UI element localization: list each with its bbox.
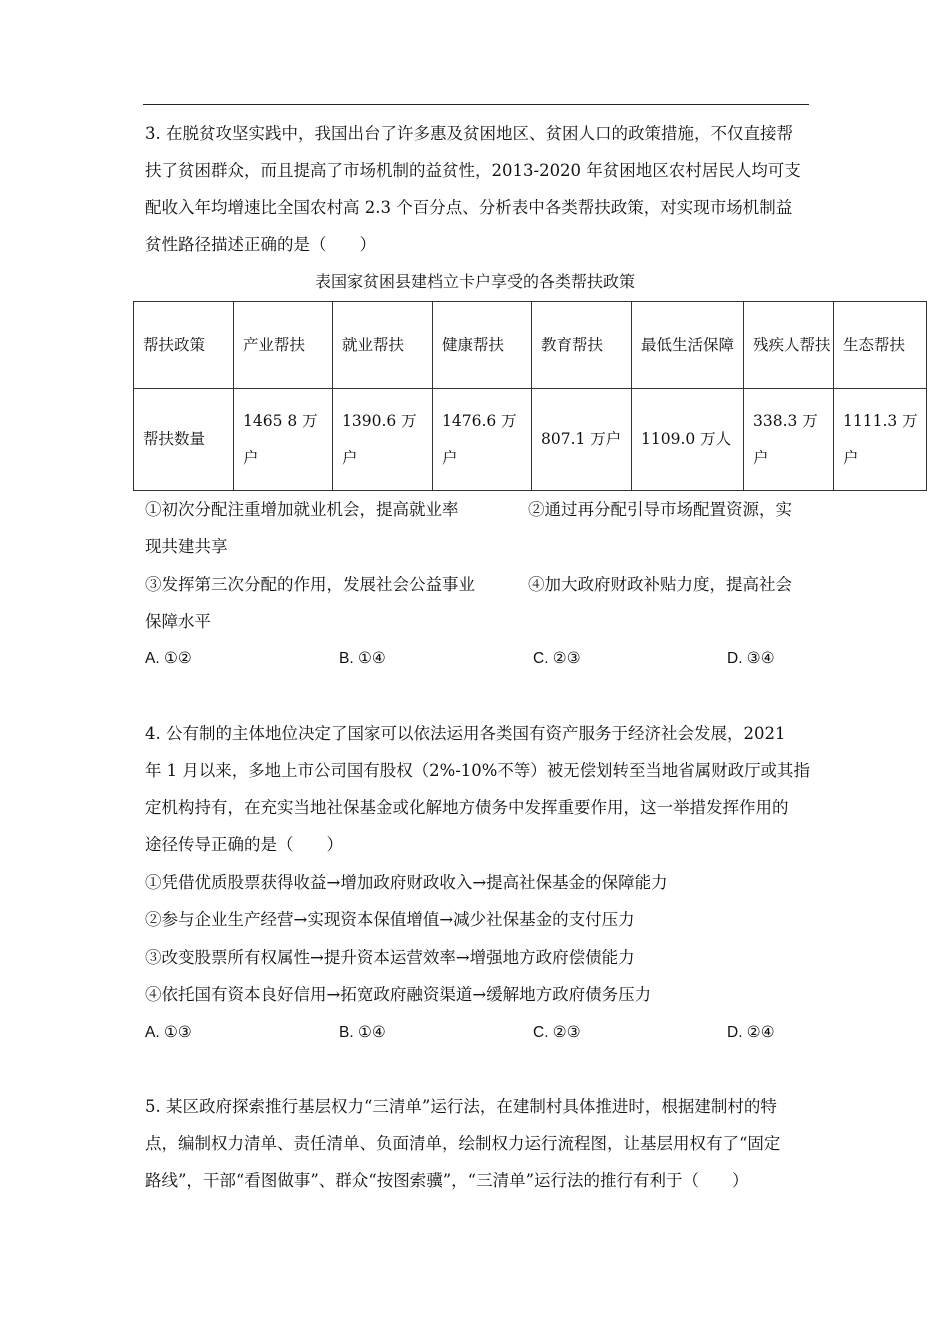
table-cell: 就业帮扶 xyxy=(333,302,433,389)
q3-stem-line-2: 扶了贫困群众，而且提高了市场机制的益贫性，2013-2020 年贫困地区农村居民人均可支 xyxy=(145,161,801,180)
q3-stem-line-3: 配收入年均增速比全国农村高 2.3 个百分点、分析表中各类帮扶政策，对实现市场机制益 xyxy=(145,198,793,217)
q4-stem-line-2: 年 1 月以来，多地上市公司国有股权（2%-10%不等）被无偿划转至当地省属财政厅或其指 xyxy=(145,761,810,780)
q3-statement-2: ②通过再分配引导市场配置资源，实 xyxy=(528,500,792,519)
table-cell: 338.3 万户 xyxy=(744,389,834,491)
q5-stem-line-3: 路线”，干部“看图做事”、群众“按图索骥”，“三清单”运行法的推行有利于（ ） xyxy=(145,1171,749,1190)
q4-statement-4: ④依托国有资本良好信用→拓宽政府融资渠道→缓解地方政府债务压力 xyxy=(145,985,652,1004)
table-cell: 生态帮扶 xyxy=(834,302,927,389)
table-cell: 教育帮扶 xyxy=(532,302,632,389)
q5-stem-line-1: 5. 某区政府探索推行基层权力“三清单”运行法，在建制村具体推进时，根据建制村的特 xyxy=(145,1097,777,1116)
q3-option-c[interactable]: C. ②③ xyxy=(533,650,581,667)
q4-stem-line-1: 4. 公有制的主体地位决定了国家可以依法运用各类国有资产服务于经济社会发展，2021 xyxy=(145,724,786,743)
q4-option-c[interactable]: C. ②③ xyxy=(533,1024,581,1041)
table-cell: 1111.3 万户 xyxy=(834,389,927,491)
q3-statement-2-cont: 现共建共享 xyxy=(145,537,228,556)
table-cell: 1465 8 万户 xyxy=(234,389,333,491)
table-cell: 1109.0 万人 xyxy=(632,389,744,491)
q3-statement-4: ④加大政府财政补贴力度，提高社会 xyxy=(528,575,792,594)
q3-statement-1: ①初次分配注重增加就业机会，提高就业率 xyxy=(145,500,459,519)
table-cell: 残疾人帮扶 xyxy=(744,302,834,389)
q4-stem-line-3: 定机构持有，在充实当地社保基金或化解地方债务中发挥重要作用，这一举措发挥作用的 xyxy=(145,798,789,817)
q3-option-b[interactable]: B. ①④ xyxy=(339,650,386,667)
q3-statement-4-cont: 保障水平 xyxy=(145,612,211,631)
q4-option-b[interactable]: B. ①④ xyxy=(339,1024,386,1041)
table-cell: 807.1 万户 xyxy=(532,389,632,491)
q5-stem-line-2: 点，编制权力清单、责任清单、负面清单，绘制权力运行流程图，让基层用权有了“固定 xyxy=(145,1134,781,1153)
table-header-row xyxy=(134,302,927,389)
table-row xyxy=(134,389,927,491)
q4-statement-1: ①凭借优质股票获得收益→增加政府财政收入→提高社保基金的保障能力 xyxy=(145,873,668,892)
q3-stem-line-4: 贫性路径描述正确的是（ ） xyxy=(145,235,376,254)
q4-statement-2: ②参与企业生产经营→实现资本保值增值→减少社保基金的支付压力 xyxy=(145,910,635,929)
table-title: 表国家贫困县建档立卡户享受的各类帮扶政策 xyxy=(314,272,635,291)
table-cell: 健康帮扶 xyxy=(433,302,532,389)
table-cell: 帮扶政策 xyxy=(134,302,234,389)
table-cell: 产业帮扶 xyxy=(234,302,333,389)
q4-stem-line-4: 途径传导正确的是（ ） xyxy=(145,835,343,854)
q3-option-a[interactable]: A. ①② xyxy=(145,650,192,667)
q3-option-d[interactable]: D. ③④ xyxy=(727,650,775,667)
table-cell: 最低生活保障 xyxy=(632,302,744,389)
table-cell: 1476.6 万户 xyxy=(433,389,532,491)
q4-option-a[interactable]: A. ①③ xyxy=(145,1024,192,1041)
q3-statement-3: ③发挥第三次分配的作用，发展社会公益事业 xyxy=(145,575,475,594)
header-rule xyxy=(143,104,809,105)
table-cell: 1390.6 万户 xyxy=(333,389,433,491)
q4-option-d[interactable]: D. ②④ xyxy=(727,1024,775,1041)
table-cell: 帮扶数量 xyxy=(134,389,234,491)
q3-stem-line-1: 3. 在脱贫攻坚实践中，我国出台了许多惠及贫困地区、贫困人口的政策措施，不仅直接帮 xyxy=(145,124,793,143)
policy-table xyxy=(133,301,927,491)
q4-statement-3: ③改变股票所有权属性→提升资本运营效率→增强地方政府偿债能力 xyxy=(145,948,635,967)
